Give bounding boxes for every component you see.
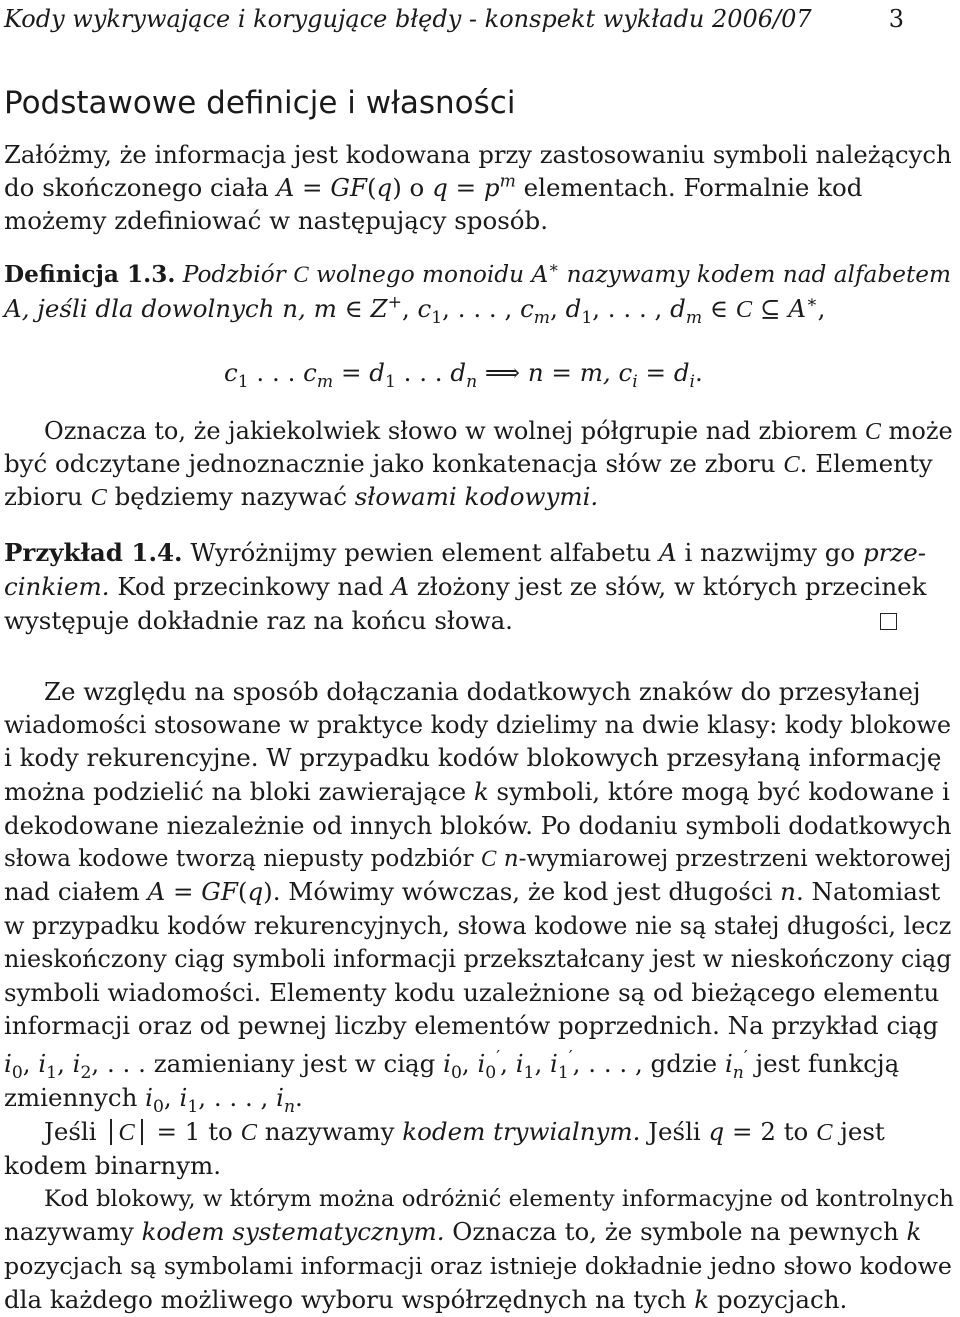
body-line-6: słowa kodowe tworzą niepusty podzbiór C n-wymiarowej przestrzeni wektorowej	[4, 846, 952, 872]
body3-line-1: Kod blokowy, w którym można odróżnić elementy informacyjne od kontrolnych	[44, 1186, 954, 1212]
body2-line-2: kodem binarnym.	[4, 1151, 222, 1180]
body-line-7: nad ciałem A = GF(q). Mówimy wówczas, że kod jest długości n. Natomiast	[4, 877, 941, 906]
body-line-5: dekodowane niezależnie od innych bloków. Po dodaniu symboli dodatkowych	[4, 811, 952, 840]
body2-line-1: Jeśli C = 1 to C nazywamy kodem trywialnym. Jeśli q = 2 to C jest	[44, 1117, 885, 1146]
running-header: Kody wykrywające i korygujące błędy - konspekt wykładu 2006/07	[4, 5, 812, 33]
definition-label: Definicja 1.3.	[4, 261, 176, 288]
body3-line-2: nazywamy kodem systematycznym. Oznacza to, że symbole na pewnych k	[4, 1217, 922, 1246]
intro-line-3: możemy zdefiniować w następujący sposób.	[4, 206, 549, 235]
qed-square-icon	[880, 613, 897, 630]
body3-line-3: pozycjach są symbolami informacji oraz istnieje dokładnie jedno słowo kodowe	[4, 1252, 952, 1280]
body-line-1: Ze względu na sposób dołączania dodatkowych znaków do przesyłanej	[44, 677, 921, 706]
example-label: Przykład 1.4.	[4, 538, 183, 567]
body-line-11: informacji oraz od pewnej liczby elementów poprzednich. Na przykład ciąg	[4, 1011, 939, 1040]
body-line-2: wiadomości stosowane w praktyce kody dzielimy na dwie klasy: kody blokowe	[4, 711, 951, 739]
example-line-2: cinkiem. Kod przecinkowy nad A złożony jest ze słów, w których przecinek	[4, 572, 927, 601]
example-line-1: Przykład 1.4. Wyróżnijmy pewien element alfabetu A i nazwijmy go prze-	[4, 538, 927, 567]
remark-line-1: Oznacza to, że jakiekolwiek słowo w wolnej półgrupie nad zbiorem C może	[44, 417, 953, 445]
remark-line-2: być odczytane jednoznacznie jako konkatenacja słów ze zboru C. Elementy	[4, 449, 933, 478]
definition-line-1: Definicja 1.3. Podzbiór C wolnego monoidu A∗ nazywamy kodem nad alfabetem	[4, 258, 951, 288]
section-title: Podstawowe definicje i własności	[4, 85, 516, 121]
body-line-8: w przypadku kodów rekurencyjnych, słowa kodowe nie są stałej długości, lecz	[4, 912, 952, 940]
body-line-3: i kody rekurencyjne. W przypadku kodów blokowych przesyłaną informację	[4, 743, 942, 772]
definition-line-2: A, jeśli dla dowolnych n, m ∈ Z+, $c_1$, . . . , $c_m$, $d_1$, . . . , $d_m$ ∈ C ⊆ A∗,	[4, 292, 826, 328]
body-line-12: $i_0$, $i_1$, $i_2$, . . . zamieniany jest w ciąg $i_0$, $i_0'$, $i_1$, $i_1'$, . . . , gdzie $i_n'$ jest funkcją	[4, 1047, 900, 1083]
body-line-9: nieskończony ciąg symboli informacji przekształcany jest w nieskończony ciąg	[4, 945, 952, 973]
intro-line-2: do skończonego ciała A = GF(q) o $q = p^m$ elementach. Formalnie kod	[4, 171, 863, 202]
remark-line-3: zbioru C będziemy nazywać słowami kodowymi.	[4, 482, 599, 511]
definition-equation: $c_1$ . . . $c_m = d_1$ . . . $d_n$ ⟹ n = m, $c_i = d_i$.	[224, 358, 703, 392]
page-number: 3	[888, 5, 904, 33]
body-line-13: zmiennych $i_0$, $i_1$, . . . , $i_n$.	[4, 1083, 303, 1117]
intro-line-1: Załóżmy, że informacja jest kodowana przy zastosowaniu symboli należących	[4, 140, 952, 169]
body-line-10: symboli wiadomości. Elementy kodu uzależnione są od bieżącego elementu	[4, 978, 940, 1007]
example-line-3: występuje dokładnie raz na końcu słowa.	[4, 606, 513, 635]
body3-line-4: dla każdego możliwego wyboru współrzędnych na tych k pozycjach.	[4, 1285, 848, 1314]
body-line-4: można podzielić na bloki zawierające k symboli, które mogą być kodowane i	[4, 777, 950, 806]
